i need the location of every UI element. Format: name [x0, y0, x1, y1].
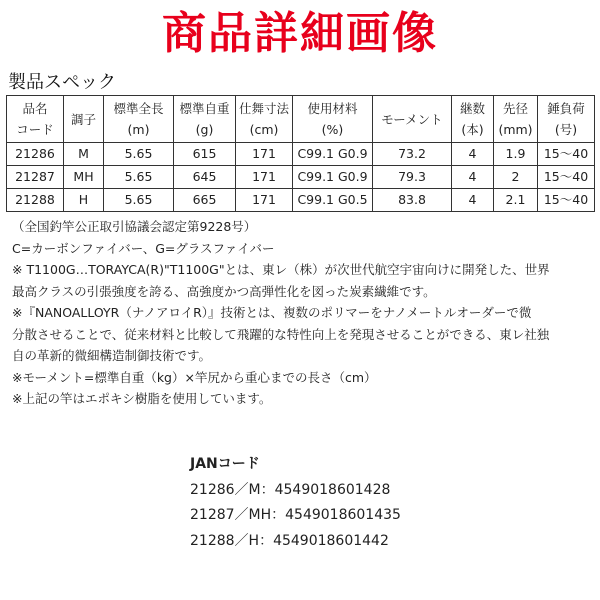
table-cell: 2.1: [494, 189, 538, 212]
table-cell: 171: [236, 189, 293, 212]
table-cell: 15～40: [538, 166, 595, 189]
header-cell: 標準全長 (m): [104, 96, 174, 143]
table-cell: 15～40: [538, 143, 595, 166]
jan-title: JANコード: [190, 456, 260, 472]
table-cell: C99.1 G0.9: [293, 143, 373, 166]
notes-block: [12, 216, 596, 410]
table-cell: M: [64, 143, 104, 166]
jan-code-line: 21286／M：4549018601428: [190, 481, 391, 498]
table-cell: 83.8: [373, 189, 452, 212]
spec-table: [6, 95, 595, 212]
note-line: ※モーメント=標準自重（kg）×竿尻から重心までの長さ（cm）: [12, 369, 377, 385]
header-cell: 調子: [64, 96, 104, 143]
table-cell: 4: [452, 189, 494, 212]
note-line: ※ T1100G…TORAYCA(R)"T1100G"とは、東レ（株）が次世代航空宇宙向けに開発した、世界: [12, 262, 550, 277]
note-line: ※上記の竿はエポキシ樹脂を使用しています。: [12, 391, 272, 406]
table-row: [7, 166, 595, 189]
table-cell: 2: [494, 166, 538, 189]
table-cell: 615: [174, 143, 236, 166]
table-cell: C99.1 G0.9: [293, 166, 373, 189]
table-row: [7, 143, 595, 166]
table-cell: 15～40: [538, 189, 595, 212]
header-cell: 品名 コード: [7, 96, 64, 143]
note-line: ※『NANOALLOYR（ナノアロイR）』技術とは、複数のポリマーをナノメートルオーダーで微: [12, 305, 532, 320]
table-header-row: [7, 96, 595, 143]
section-title: 製品スペック: [8, 72, 116, 93]
jan-code-line: 21287／MH：4549018601435: [190, 507, 401, 523]
table-cell: 171: [236, 143, 293, 166]
header-cell: 継数 (本): [452, 96, 494, 143]
table-cell: 21288: [7, 189, 64, 212]
table-cell: 4: [452, 166, 494, 189]
table-cell: H: [64, 189, 104, 212]
banner-title: 商品詳細画像: [162, 8, 438, 59]
header-cell: 使用材料 (%): [293, 96, 373, 143]
header-cell: 標準自重 (g): [174, 96, 236, 143]
table-cell: 79.3: [373, 166, 452, 189]
header-cell: 先径 (mm): [494, 96, 538, 143]
table-cell: 665: [174, 189, 236, 212]
table-cell: 5.65: [104, 143, 174, 166]
table-cell: 1.9: [494, 143, 538, 166]
header-cell: 錘負荷 (号): [538, 96, 595, 143]
table-cell: 73.2: [373, 143, 452, 166]
table-cell: 5.65: [104, 189, 174, 212]
note-line: 分散させることで、従来材料と比較して飛躍的な特性向上を発現させることができる、東レ社独: [12, 326, 550, 342]
note-line: 自の革新的微細構造制御技術です。: [12, 348, 212, 363]
table-cell: MH: [64, 166, 104, 189]
table-cell: C99.1 G0.5: [293, 189, 373, 212]
table-cell: 5.65: [104, 166, 174, 189]
jan-code-line: 21288／H：4549018601442: [190, 532, 389, 549]
table-cell: 21287: [7, 166, 64, 189]
table-cell: 171: [236, 166, 293, 189]
note-line: C=カーボンファイバー、G=グラスファイバー: [12, 240, 275, 256]
table-cell: 4: [452, 143, 494, 166]
table-row: [7, 189, 595, 212]
table-cell: 21286: [7, 143, 64, 166]
header-cell: 仕舞寸法 (cm): [236, 96, 293, 143]
table-cell: 645: [174, 166, 236, 189]
header-cell: モーメント: [373, 96, 452, 143]
note-line: （全国釣竿公正取引協議会認定第9228号）: [12, 219, 257, 234]
note-line: 最高クラスの引張強度を誇る、高強度かつ高弾性化を図った炭素繊維です。: [12, 283, 436, 299]
jan-code-block: [190, 452, 401, 554]
